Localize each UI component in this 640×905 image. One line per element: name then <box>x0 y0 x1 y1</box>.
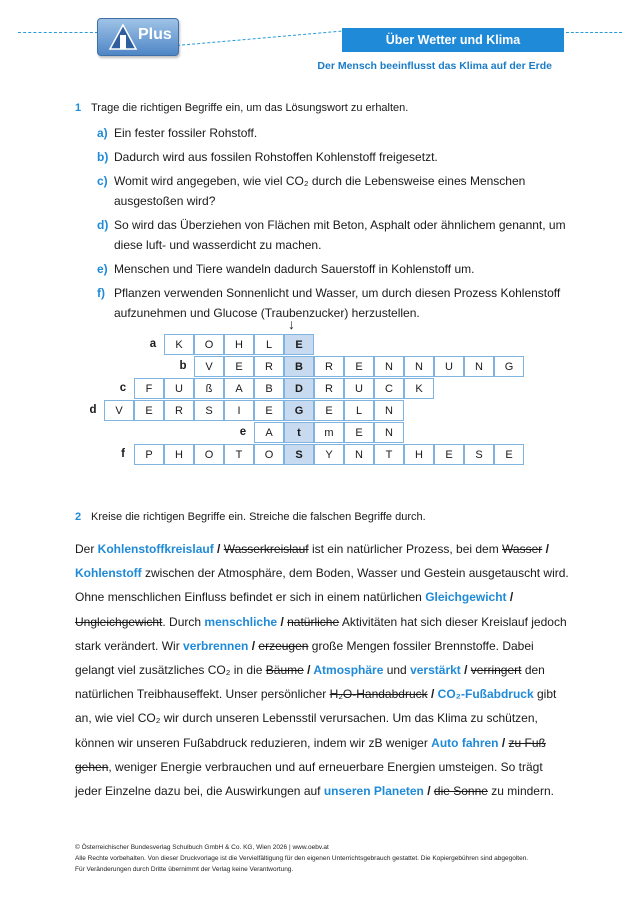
puzzle-cell[interactable]: E <box>494 444 524 465</box>
triangle-logo-icon <box>108 23 138 51</box>
text-segment: große Mengen fossiler Brennstoffe. Dabei gelangt viel zusätzliches CO₂ in die <box>75 638 534 678</box>
puzzle-cell[interactable]: S <box>194 400 224 421</box>
puzzle-cell[interactable]: L <box>254 334 284 355</box>
puzzle-cell[interactable]: E <box>254 400 284 421</box>
puzzle-cell[interactable]: R <box>254 356 284 377</box>
text-segment: . Durch <box>162 614 205 629</box>
puzzle-cell[interactable]: A <box>224 378 254 399</box>
header-dashed-line <box>566 32 622 33</box>
puzzle-cell[interactable]: L <box>344 400 374 421</box>
puzzle-cell[interactable]: H <box>164 444 194 465</box>
puzzle-cell[interactable]: P <box>134 444 164 465</box>
clue-letter: e) <box>97 262 108 276</box>
clue-item <box>97 259 567 279</box>
puzzle-cell[interactable]: B <box>254 378 284 399</box>
puzzle-cell[interactable]: ß <box>194 378 224 399</box>
clue-text: So wird das Überziehen von Flächen mit Beton, Asphalt oder ähnlichem genannt, um diese luft- und wasserdicht zu machen. <box>114 218 566 252</box>
correct-term[interactable]: unseren Planeten <box>323 784 424 799</box>
puzzle-cell[interactable]: N <box>374 400 404 421</box>
clue-text: Womit wird angegeben, wie viel CO₂ durch die Lebensweise eines Menschen ausgestoßen wird? <box>114 174 526 208</box>
header-dashed-line <box>177 31 341 46</box>
clue-letter: f) <box>97 286 105 300</box>
puzzle-solution-cell[interactable]: B <box>284 356 314 377</box>
chapter-banner: Über Wetter und Klima <box>342 28 564 52</box>
puzzle-cell[interactable]: O <box>194 334 224 355</box>
task1-number: 1 <box>75 102 82 114</box>
clue-item <box>97 147 567 167</box>
puzzle-row-label: c <box>119 382 127 394</box>
puzzle-cell[interactable]: N <box>374 356 404 377</box>
puzzle-cell[interactable]: E <box>314 400 344 421</box>
puzzle-cell[interactable]: A <box>254 422 284 443</box>
term-separator: / <box>277 614 288 629</box>
correct-term[interactable]: Kohlenstoff <box>75 566 142 581</box>
clue-letter: c) <box>97 174 108 188</box>
puzzle-cell[interactable]: R <box>314 378 344 399</box>
correct-term[interactable]: Kohlenstoffkreislauf <box>97 542 214 556</box>
text-segment: und <box>383 663 411 678</box>
footer-rights: Alle Rechte vorbehalten. Von dieser Druckvorlage ist die Vervielfältigung für den eigenen Unterrichtsgebrauch gestattet. Die Kopiergebühren sind abgegolten. <box>75 855 529 862</box>
text-segment: gibt an, wie viel CO₂ wir durch unseren Lebensstil verursachen. Um das Klima zu schützen, können wir unseren Fußabdruck reduzieren, indem wir zB weniger <box>75 687 557 750</box>
puzzle-cell[interactable]: F <box>134 378 164 399</box>
puzzle-cell[interactable]: R <box>164 400 194 421</box>
footer <box>75 842 528 875</box>
clue-item <box>97 123 567 143</box>
correct-term[interactable]: CO₂-Fußabdruck <box>437 687 534 702</box>
puzzle-solution-cell[interactable]: E <box>284 334 314 355</box>
plus-logo <box>97 18 179 56</box>
puzzle-solution-cell[interactable]: S <box>284 444 314 465</box>
text-segment: Der <box>75 542 98 556</box>
text-segment: zwischen der Atmosphäre, dem Boden, Wasser und Gestein ausgetauscht wird. Ohne menschlichen Einfluss befindet er sich in einem natürlichen <box>75 566 569 605</box>
puzzle-cell[interactable]: Y <box>314 444 344 465</box>
text-segment: Aktivitäten hat sich dieser Kreislauf jedoch stark verändert. Wir <box>75 614 567 653</box>
puzzle-cell[interactable]: N <box>374 422 404 443</box>
puzzle-cell[interactable]: E <box>434 444 464 465</box>
clue-text: Menschen und Tiere wandeln dadurch Sauerstoff in Kohlenstoff um. <box>114 262 475 276</box>
puzzle-cell[interactable]: U <box>434 356 464 377</box>
puzzle-row-label: f <box>121 448 125 460</box>
arrow-down-icon: ↓ <box>288 316 295 332</box>
puzzle-solution-cell[interactable]: t <box>284 422 314 443</box>
struck-term[interactable]: Wasserkreislauf <box>223 542 309 556</box>
puzzle-cell[interactable]: O <box>254 444 284 465</box>
clue-text: Ein fester fossiler Rohstoff. <box>114 126 258 140</box>
puzzle-cell[interactable]: N <box>404 356 434 377</box>
puzzle-cell[interactable]: T <box>224 444 254 465</box>
clue-letter: d) <box>97 218 109 232</box>
text-segment: zu mindern. <box>487 784 554 799</box>
task2-heading <box>75 511 426 523</box>
struck-term[interactable]: verringert <box>470 663 522 678</box>
term-separator: / <box>213 542 224 556</box>
struck-term[interactable]: Wasser <box>502 542 543 556</box>
puzzle-cell[interactable]: E <box>344 356 374 377</box>
clue-letter: a) <box>97 126 108 140</box>
clue-item <box>97 283 567 323</box>
task1-clue-list <box>97 123 567 327</box>
task1-heading <box>75 102 408 114</box>
struck-term[interactable]: zu Fuß gehen <box>75 735 546 774</box>
term-separator: / <box>248 638 259 653</box>
struck-term[interactable]: Bäume <box>265 663 304 678</box>
puzzle-cell[interactable]: C <box>374 378 404 399</box>
task2-number: 2 <box>75 511 82 523</box>
puzzle-cell[interactable]: E <box>224 356 254 377</box>
puzzle-cell[interactable]: O <box>194 444 224 465</box>
clue-letter: b) <box>97 150 109 164</box>
term-separator: / <box>506 590 514 605</box>
puzzle-cell[interactable]: m <box>314 422 344 443</box>
puzzle-cell[interactable]: S <box>464 444 494 465</box>
text-segment: den natürlichen Treibhauseffekt. Unser persönlicher <box>75 663 545 702</box>
correct-term[interactable]: verstärkt <box>410 663 461 678</box>
puzzle-cell[interactable]: K <box>164 334 194 355</box>
puzzle-cell[interactable]: V <box>194 356 224 377</box>
task2-text <box>75 537 570 803</box>
puzzle-cell[interactable]: G <box>494 356 524 377</box>
term-separator: / <box>498 735 509 750</box>
puzzle-cell[interactable]: N <box>344 444 374 465</box>
puzzle-cell[interactable]: I <box>224 400 254 421</box>
puzzle-cell[interactable]: K <box>404 378 434 399</box>
term-separator: / <box>542 542 549 556</box>
task2-instruction: Kreise die richtigen Begriffe ein. Streiche die falschen Begriffe durch. <box>91 511 426 523</box>
puzzle-cell[interactable]: E <box>134 400 164 421</box>
clue-item <box>97 215 567 255</box>
puzzle-cell[interactable]: U <box>164 378 194 399</box>
puzzle-cell[interactable]: T <box>374 444 404 465</box>
puzzle-cell[interactable]: R <box>314 356 344 377</box>
clue-item <box>97 171 567 211</box>
term-separator: / <box>427 687 438 702</box>
puzzle-solution-cell[interactable]: G <box>284 400 314 421</box>
puzzle-cell[interactable]: N <box>464 356 494 377</box>
term-separator: / <box>303 663 314 678</box>
term-separator: / <box>460 663 471 678</box>
puzzle-row-label: e <box>239 426 247 438</box>
correct-term[interactable]: Atmosphäre <box>313 663 384 678</box>
task1-instruction: Trage die richtigen Begriffe ein, um das Lösungswort zu erhalten. <box>91 102 409 114</box>
puzzle-solution-cell[interactable]: D <box>284 378 314 399</box>
puzzle-cell[interactable]: V <box>104 400 134 421</box>
puzzle-row-label: b <box>179 360 187 372</box>
header-dashed-line <box>18 32 98 33</box>
correct-term[interactable]: Gleichgewicht <box>425 590 507 605</box>
correct-term[interactable]: menschliche <box>204 614 278 629</box>
term-separator: / <box>423 784 434 799</box>
struck-term[interactable]: Ungleichgewicht <box>75 614 163 629</box>
struck-term[interactable]: erzeugen <box>258 638 309 653</box>
footer-disclaimer: Für Veränderungen durch Dritte übernimmt der Verlag keine Verantwortung. <box>75 866 294 873</box>
puzzle-cell[interactable]: H <box>224 334 254 355</box>
text-segment: , weniger Energie verbrauchen und auf erneuerbare Energien umsteigen. So trägt jeder Einzelne dazu bei, die Auswirkungen auf <box>75 759 543 799</box>
struck-term[interactable]: H₂O-Handabdruck <box>329 687 428 702</box>
correct-term[interactable]: verbrennen <box>183 638 249 653</box>
puzzle-row-label: d <box>89 404 97 416</box>
text-segment: ist ein natürlicher Prozess, bei dem <box>308 542 503 556</box>
correct-term[interactable]: Auto fahren <box>431 735 499 750</box>
puzzle-cell[interactable]: U <box>344 378 374 399</box>
puzzle-row-label: a <box>149 338 157 350</box>
clue-text: Dadurch wird aus fossilen Rohstoffen Kohlenstoff freigesetzt. <box>114 150 438 164</box>
logo-text: Plus <box>138 26 172 43</box>
page-subtitle: Der Mensch beeinflusst das Klima auf der Erde <box>317 60 552 72</box>
puzzle-cell[interactable]: E <box>344 422 374 443</box>
puzzle-cell[interactable]: H <box>404 444 434 465</box>
footer-copyright: © Österreichischer Bundesverlag Schulbuch GmbH & Co. KG, Wien 2026 | www.oebv.at <box>75 844 329 851</box>
struck-term[interactable]: natürliche <box>287 614 340 629</box>
struck-term[interactable]: die Sonne <box>433 784 488 799</box>
clue-text: Pflanzen verwenden Sonnenlicht und Wasser, um durch diesen Prozess Kohlenstoff aufzunehmen und Glucose (Traubenzucker) herzustellen. <box>114 286 561 320</box>
